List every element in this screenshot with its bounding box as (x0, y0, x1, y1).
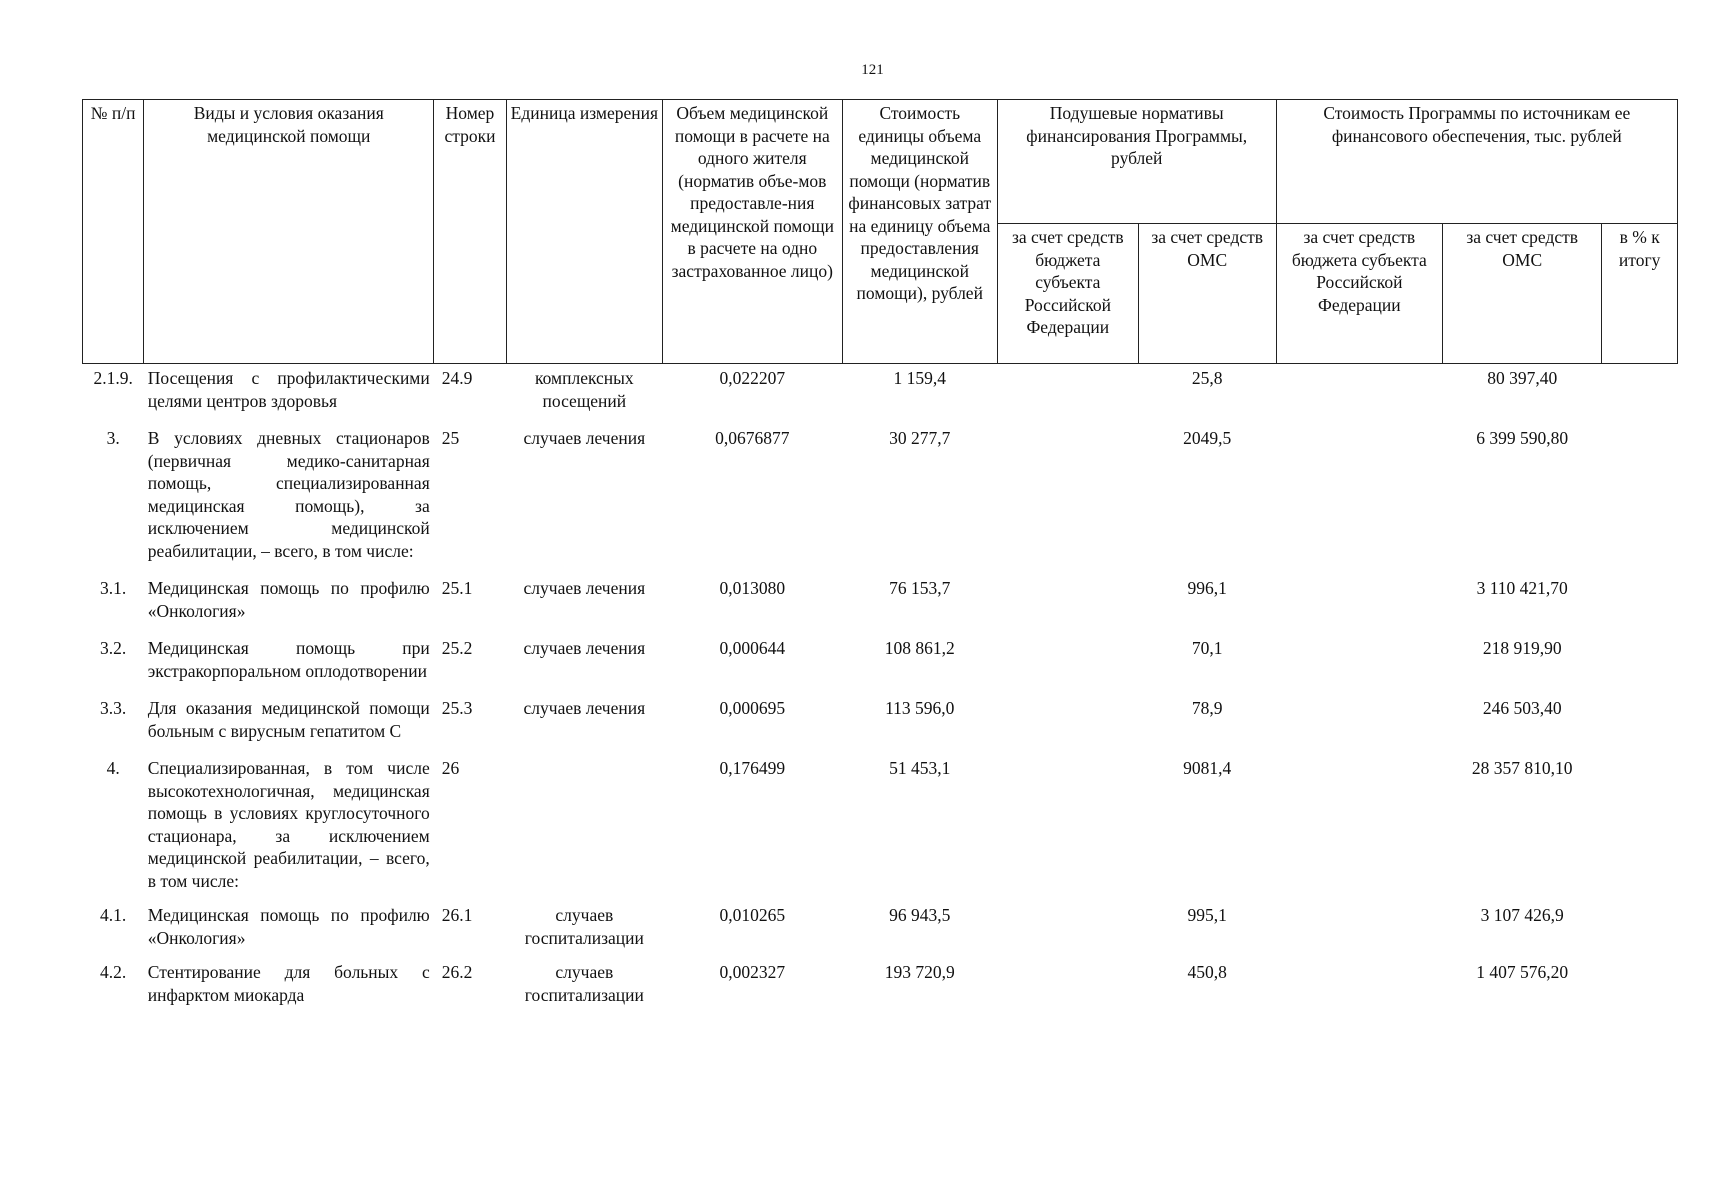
page-number: 121 (861, 62, 884, 78)
row-cost: 108 861,2 (884, 638, 955, 658)
row-percap-budget (997, 694, 1138, 754)
row-percap-oms: 9081,4 (1183, 758, 1232, 778)
row-percap-budget (997, 754, 1138, 901)
row-program-pct (1602, 901, 1678, 958)
row-percap-oms: 996,1 (1187, 578, 1227, 598)
row-program-budget (1276, 634, 1442, 694)
row-unit: комплексных посещений (535, 368, 634, 411)
row-line: 25.1 (441, 578, 473, 598)
row-program-pct (1602, 634, 1678, 694)
row-program-budget (1276, 958, 1442, 1006)
header-percap-oms: за счет средств ОМС (1138, 224, 1276, 364)
row-percap-oms: 25,8 (1191, 368, 1223, 388)
row-name: Посещения с профилактическими целями центров здоровья (147, 368, 430, 411)
row-number: 4. (106, 758, 120, 778)
row-program-oms: 3 107 426,9 (1480, 905, 1564, 925)
row-percap-budget (997, 424, 1138, 574)
row-cost: 193 720,9 (884, 962, 955, 982)
row-number: 3.2. (100, 638, 127, 658)
table-row (83, 424, 1678, 574)
header-volume: Объем медицинской помощи в расчете на одного жителя (норматив объе-мов предоставле-ния медицинской помощи в расчете на одно застрахованное лицо) (662, 100, 842, 364)
row-percap-oms: 450,8 (1187, 962, 1227, 982)
row-name: Медицинская помощь при экстракорпоральном оплодотворении (147, 638, 430, 681)
row-unit: случаев лечения (523, 578, 646, 598)
row-number: 3.1. (100, 578, 127, 598)
table-row (83, 958, 1678, 1006)
row-unit: случаев лечения (523, 698, 646, 718)
header-cost: Стоимость единицы объема медицинской помощи (норматив финансовых затрат на единицу объема предоставления медицинской помощи), рублей (842, 100, 997, 364)
row-cost: 51 453,1 (889, 758, 951, 778)
row-line: 24.9 (441, 368, 473, 388)
row-volume: 0,010265 (719, 905, 786, 925)
row-volume: 0,000695 (719, 698, 786, 718)
row-line: 26.2 (441, 962, 473, 982)
row-unit: случаев госпитализации (524, 905, 644, 948)
row-line: 26 (441, 758, 460, 778)
row-line: 25.2 (441, 638, 473, 658)
header-program: Стоимость Программы по источникам ее финансового обеспечения, тыс. рублей (1276, 100, 1677, 224)
row-line: 25 (441, 428, 460, 448)
row-program-oms: 6 399 590,80 (1476, 428, 1569, 448)
row-program-pct (1602, 424, 1678, 574)
financing-table (82, 99, 1678, 1006)
row-percap-oms: 78,9 (1191, 698, 1223, 718)
row-name: В условиях дневных стационаров (первичная медико-санитарная помощь, специализированная медицинская помощь), за исключением медицинской реабилитации, – всего, в том числе: (147, 428, 430, 561)
table-row (83, 574, 1678, 634)
table-row (83, 754, 1678, 901)
row-percap-budget (997, 574, 1138, 634)
row-unit: случаев лечения (523, 638, 646, 658)
header-percap: Подушевые нормативы финансирования Программы, рублей (997, 100, 1276, 224)
row-program-budget (1276, 754, 1442, 901)
row-program-oms: 3 110 421,70 (1476, 578, 1568, 598)
row-line: 25.3 (441, 698, 473, 718)
row-cost: 96 943,5 (889, 905, 951, 925)
row-program-oms: 246 503,40 (1482, 698, 1562, 718)
row-line: 26.1 (441, 905, 473, 925)
table-row (83, 634, 1678, 694)
row-name: Медицинская помощь по профилю «Онкология» (147, 905, 430, 948)
row-name: Для оказания медицинской помощи больным с вирусным гепатитом С (147, 698, 430, 741)
row-program-oms: 1 407 576,20 (1476, 962, 1569, 982)
header-types: Виды и условия оказания медицинской помощи (144, 100, 434, 364)
row-unit: случаев госпитализации (524, 962, 644, 1005)
row-program-pct (1602, 574, 1678, 634)
header-unit: Единица измерения (506, 100, 662, 364)
row-program-oms: 218 919,90 (1482, 638, 1562, 658)
header-num: № п/п (83, 100, 144, 364)
row-number: 3. (106, 428, 120, 448)
row-percap-budget (997, 901, 1138, 958)
row-cost: 30 277,7 (889, 428, 951, 448)
row-volume: 0,000644 (719, 638, 786, 658)
row-name: Специализированная, в том числе высокотехнологичная, медицинская помощь в условиях круглосуточного стационара, за исключением медицинской реабилитации, – всего, в том числе: (147, 758, 430, 891)
row-cost: 1 159,4 (893, 368, 946, 388)
row-volume: 0,176499 (719, 758, 786, 778)
row-number: 4.1. (100, 905, 127, 925)
row-program-pct (1602, 958, 1678, 1006)
row-cost: 113 596,0 (885, 698, 955, 718)
row-program-pct (1602, 694, 1678, 754)
row-program-budget (1276, 574, 1442, 634)
row-program-budget (1276, 364, 1442, 425)
row-percap-budget (997, 958, 1138, 1006)
row-volume: 0,022207 (719, 368, 786, 388)
table-row (83, 694, 1678, 754)
row-program-pct (1602, 754, 1678, 901)
row-volume: 0,0676877 (715, 428, 790, 448)
row-volume: 0,013080 (719, 578, 786, 598)
row-number: 3.3. (100, 698, 127, 718)
row-percap-oms: 995,1 (1187, 905, 1227, 925)
row-cost: 76 153,7 (889, 578, 951, 598)
header-program-budget: за счет средств бюджета субъекта Российской Федерации (1276, 224, 1442, 364)
table-row (83, 901, 1678, 958)
header-program-pct: в % к итогу (1602, 224, 1678, 364)
table-row (83, 364, 1678, 425)
row-program-budget (1276, 901, 1442, 958)
row-program-budget (1276, 694, 1442, 754)
row-volume: 0,002327 (719, 962, 786, 982)
row-percap-oms: 2049,5 (1183, 428, 1232, 448)
row-percap-budget (997, 364, 1138, 425)
row-program-oms: 28 357 810,10 (1471, 758, 1573, 778)
row-percap-oms: 70,1 (1191, 638, 1223, 658)
header-line: Номер строки (434, 100, 506, 364)
row-name: Медицинская помощь по профилю «Онкология» (147, 578, 430, 621)
row-unit (506, 754, 662, 901)
header-program-oms: за счет средств ОМС (1443, 224, 1602, 364)
row-percap-budget (997, 634, 1138, 694)
row-number: 2.1.9. (93, 368, 133, 388)
row-program-oms: 80 397,40 (1487, 368, 1558, 388)
row-name: Стентирование для больных с инфарктом миокарда (147, 962, 430, 1005)
header-percap-budget: за счет средств бюджета субъекта Российской Федерации (997, 224, 1138, 364)
row-program-pct (1602, 364, 1678, 425)
row-number: 4.2. (100, 962, 127, 982)
row-unit: случаев лечения (523, 428, 646, 448)
row-program-budget (1276, 424, 1442, 574)
